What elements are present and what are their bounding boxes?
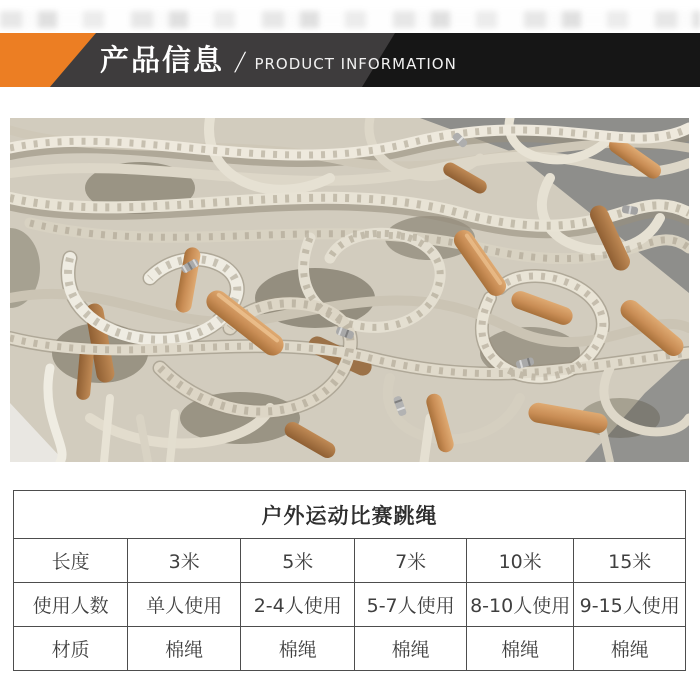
table-cell: 10米	[466, 539, 574, 583]
table-cell: 棉绳	[574, 627, 686, 671]
banner-orange-ribbon	[0, 33, 96, 87]
table-row-title	[14, 491, 686, 539]
faded-top-strip	[0, 11, 700, 28]
banner-title-zh: 产品信息	[100, 42, 225, 77]
table-cell: 8-10人使用	[466, 583, 574, 627]
banner-title-en: PRODUCT INFORMATION	[254, 54, 457, 73]
table-row	[14, 627, 686, 671]
spec-table	[13, 490, 686, 671]
row-header: 使用人数	[14, 583, 128, 627]
table-cell: 单人使用	[128, 583, 241, 627]
table-cell: 棉绳	[128, 627, 241, 671]
table-row	[14, 539, 686, 583]
table-cell: 棉绳	[466, 627, 574, 671]
banner-title-group	[100, 33, 457, 87]
table-cell: 5米	[241, 539, 355, 583]
table-cell: 3米	[128, 539, 241, 583]
table-cell: 5-7人使用	[355, 583, 467, 627]
table-cell: 7米	[355, 539, 467, 583]
row-header: 材质	[14, 627, 128, 671]
table-cell: 棉绳	[355, 627, 467, 671]
banner-slash-divider: /	[232, 46, 248, 76]
section-banner	[0, 33, 700, 87]
row-header: 长度	[14, 539, 128, 583]
table-cell: 棉绳	[241, 627, 355, 671]
table-cell: 9-15人使用	[574, 583, 686, 627]
table-row	[14, 583, 686, 627]
table-title: 户外运动比赛跳绳	[14, 491, 686, 539]
table-cell: 2-4人使用	[241, 583, 355, 627]
product-photo	[10, 118, 689, 462]
table-cell: 15米	[574, 539, 686, 583]
